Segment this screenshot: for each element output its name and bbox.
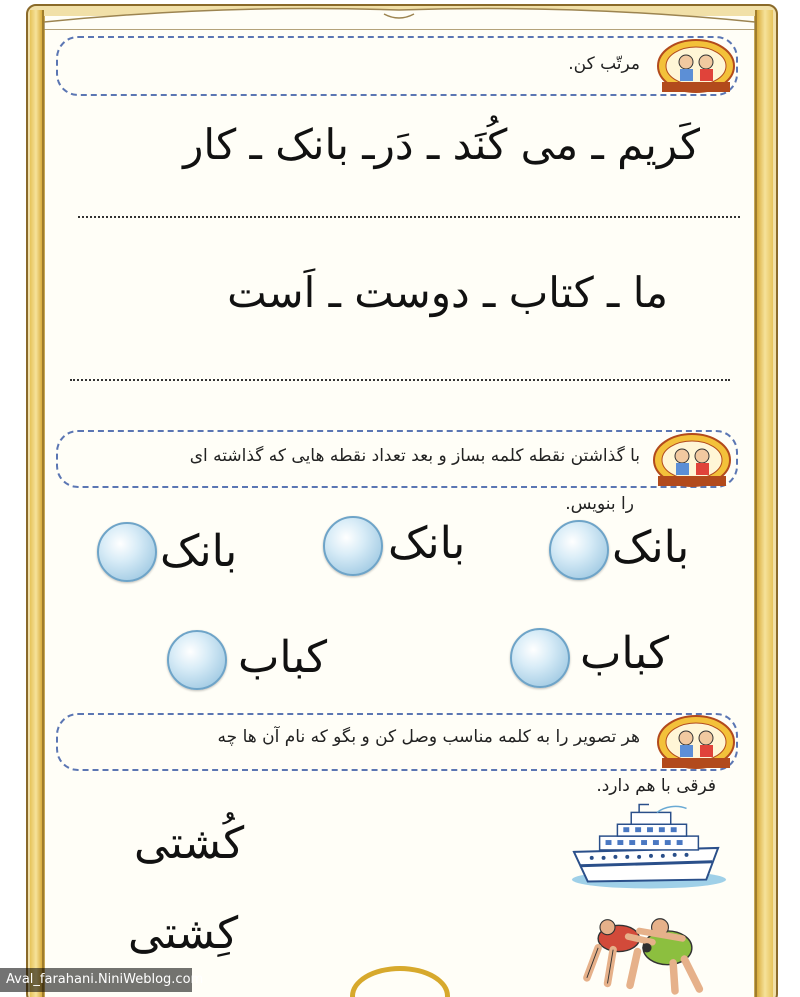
- answer-line-2: [70, 379, 730, 381]
- answer-circle-3[interactable]: [97, 522, 157, 582]
- baba-ab-dad-logo: [652, 430, 732, 490]
- answer-circle-5[interactable]: [167, 630, 227, 690]
- word-kabab-1: کباب: [580, 628, 670, 679]
- wrestlers-image[interactable]: [570, 908, 720, 997]
- instruction-text-arrange: مرتّب کن.: [568, 54, 640, 74]
- instruction-text-dots-cont: را بنویس.: [565, 494, 634, 514]
- watermark: Aval_farahani.NiniWeblog.com: [0, 968, 192, 992]
- instruction-text-match: هر تصویر را به کلمه مناسب وصل کن و بگو که نام آن ها چه: [217, 727, 640, 747]
- instruction-banner-2: [56, 430, 738, 488]
- word-keshti: کِشتی: [128, 908, 239, 959]
- baba-ab-dad-logo: [656, 712, 736, 772]
- page-top-curve: [44, 0, 755, 30]
- answer-circle-1[interactable]: [549, 520, 609, 580]
- word-koshti: کُشتی: [134, 818, 245, 869]
- book-spine-right: [755, 10, 773, 997]
- scrambled-sentence-2: ما ـ کتاب ـ دوست ـ اَست: [227, 268, 668, 317]
- answer-circle-2[interactable]: [323, 516, 383, 576]
- word-kabab-2: کباب: [238, 632, 328, 683]
- word-bank-2: بانک: [388, 518, 466, 569]
- instruction-text-dots: با گذاشتن نقطه کلمه بساز و بعد تعداد نقطه هایی که گذاشته ای: [189, 446, 640, 466]
- baba-ab-dad-logo: [656, 36, 736, 96]
- scrambled-sentence-1: کَریم ـ می کُنَد ـ دَرـ بانک ـ کار: [183, 120, 700, 169]
- ship-image[interactable]: [570, 800, 728, 890]
- answer-line-1: [78, 216, 740, 218]
- book-spine-left: [30, 10, 44, 997]
- word-bank-3: بانک: [160, 526, 238, 577]
- word-bank-1: بانک: [612, 522, 690, 573]
- instruction-banner-3: [56, 713, 738, 771]
- instruction-text-match-cont: فرقی با هم دارد.: [596, 776, 716, 796]
- instruction-banner-1: [56, 36, 738, 96]
- answer-circle-4[interactable]: [510, 628, 570, 688]
